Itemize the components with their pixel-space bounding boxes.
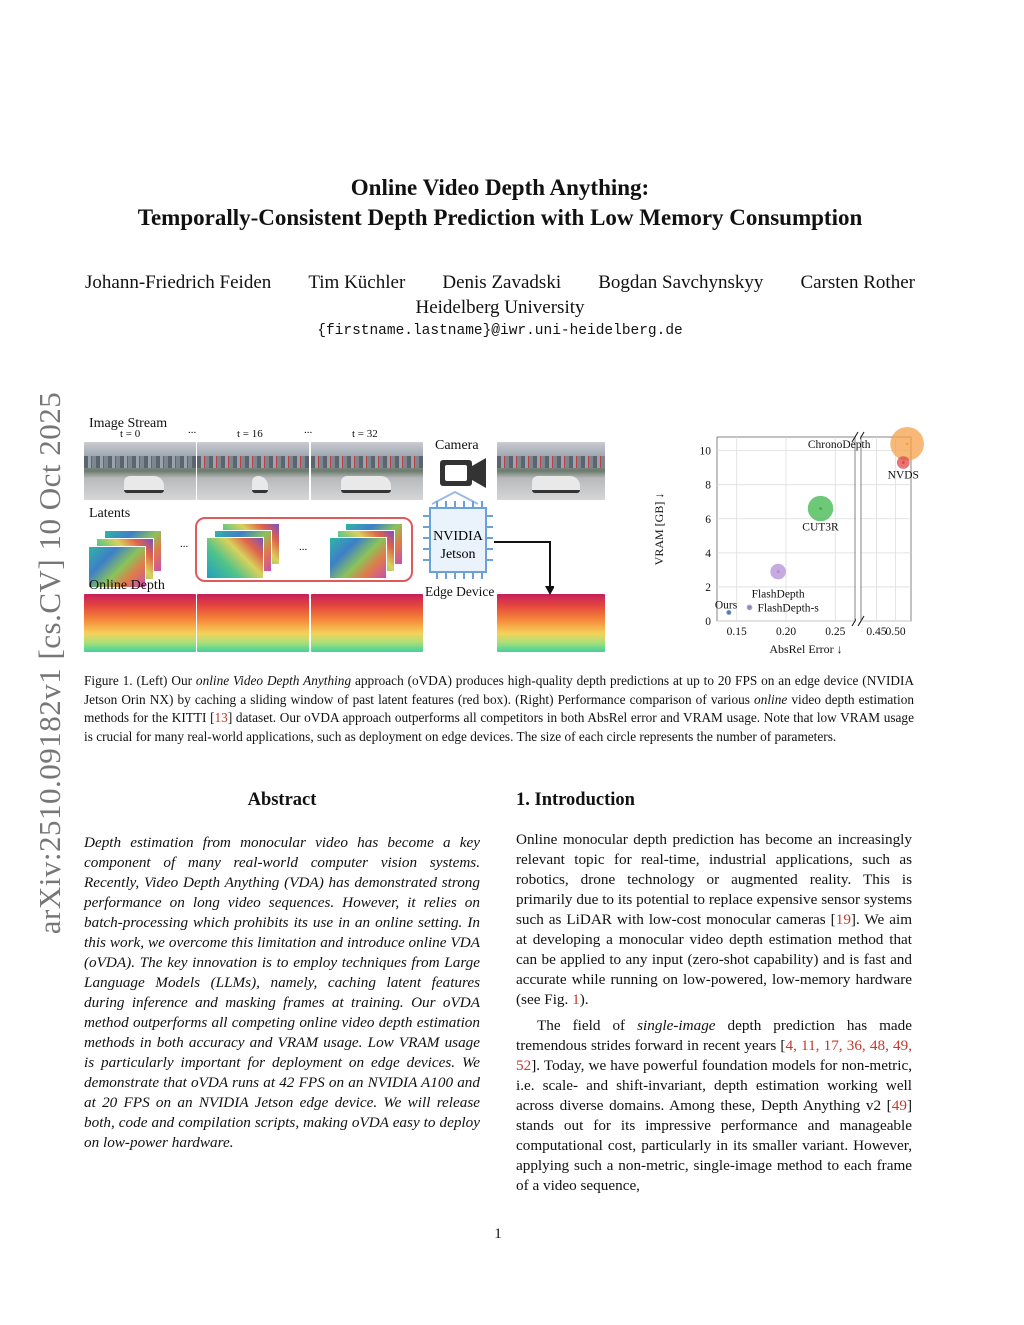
caption-text: video depth estimation methods for the KITTI [ bbox=[84, 691, 914, 725]
x-tick-label: 0.20 bbox=[775, 626, 797, 638]
author-name: Johann-Friedrich Feiden bbox=[85, 272, 272, 293]
camera-icon bbox=[440, 458, 486, 488]
caption-text: approach (oVDA) produces high-quality depth predictions at up to 20 FPS on an edge device (NVIDIA Jetson Orin NX) by caching a sliding window of past latent features (red box). (Right) Performance comparison of various bbox=[84, 673, 915, 707]
point-label: FlashDepth-s bbox=[757, 602, 819, 615]
stream-frame-t0 bbox=[84, 442, 196, 500]
time-label-0: t = 0 bbox=[120, 428, 141, 440]
x-tick-label: 0.45 bbox=[866, 626, 887, 638]
intro-text: depth prediction has made tremendous strides forward in recent years [ bbox=[516, 1017, 912, 1054]
online-depth-label: Online Depth bbox=[89, 578, 165, 593]
depth-frame-current bbox=[497, 594, 605, 652]
edge-device-label: Edge Device bbox=[425, 584, 495, 599]
figure-caption bbox=[84, 672, 914, 746]
y-tick-label: 8 bbox=[705, 479, 711, 492]
ellipsis: ... bbox=[299, 541, 308, 553]
intro-text: ]. Today, we have powerful foundation models for non-metric, i.e. scale- and shift-invariant, depth estimation working well across diverse domains. Among these, Depth Anything v2 [ bbox=[516, 1057, 912, 1114]
citation-link[interactable]: 4, 11, 17, 36, 48, 49, 52 bbox=[516, 1037, 913, 1074]
axis-gap bbox=[856, 436, 860, 622]
latent-stack bbox=[206, 537, 264, 579]
performance-chart bbox=[645, 425, 925, 660]
paper-title-line1: Online Video Depth Anything: bbox=[350, 175, 650, 200]
figure-label: Figure 1. bbox=[84, 673, 133, 688]
intro-text: ] stands out for its impressive performance and manageable computational cost, particularly in its smaller variant. However, applying such a non-metric, single-image method to each frame of a video sequence, bbox=[516, 1097, 912, 1194]
caption-text: ] dataset. Our oVDA approach outperforms all competitors in both AbsRel error and VRAM usage. Note that low VRAM usage is crucial for many real-world applications, such as deployment on edge devices. The size of each circle represents the number of parameters. bbox=[84, 710, 914, 744]
y-tick-label: 4 bbox=[705, 547, 711, 560]
caption-emphasis: online bbox=[754, 691, 788, 707]
intro-text: The field of bbox=[537, 1017, 638, 1034]
x-axis-label: AbsRel Error ↓ bbox=[769, 642, 843, 656]
point-center bbox=[748, 606, 751, 609]
chip-label-jetson: Jetson bbox=[440, 547, 476, 562]
stream-frame-t16 bbox=[197, 442, 309, 500]
email-address: {firstname.lastname}@iwr.uni-heidelberg.de bbox=[317, 323, 683, 339]
depth-frame-t32 bbox=[311, 594, 423, 652]
ellipsis: ... bbox=[180, 538, 189, 550]
y-tick-label: 2 bbox=[705, 581, 711, 594]
author-name: Bogdan Savchynskyy bbox=[598, 272, 764, 293]
intro-heading: 1. Introduction bbox=[516, 790, 635, 810]
depth-frame-t0 bbox=[84, 594, 196, 652]
time-label-32: t = 32 bbox=[352, 428, 378, 440]
x-tick-label: 0.25 bbox=[825, 626, 846, 638]
y-tick-label: 10 bbox=[699, 445, 711, 458]
camera-label: Camera bbox=[435, 438, 479, 453]
citation-link[interactable]: 13 bbox=[214, 710, 228, 725]
figure-link[interactable]: 1 bbox=[572, 991, 580, 1008]
ellipsis: ... bbox=[188, 424, 197, 436]
y-tick-label: 0 bbox=[705, 616, 711, 628]
citation-link[interactable]: 49 bbox=[891, 1097, 907, 1114]
point-center bbox=[906, 442, 909, 445]
abstract-heading: Abstract bbox=[247, 790, 317, 810]
latent-stack bbox=[329, 537, 387, 579]
time-label-16: t = 16 bbox=[237, 428, 263, 440]
ellipsis: ... bbox=[304, 424, 313, 436]
intro-text: ]. We aim at developing a monocular video depth estimation method that can be applied to any input (zero-shot capability) and is fast and accurate while running on low-powered, low-memory hardware (see Fig. bbox=[516, 911, 913, 1008]
y-tick-label: 6 bbox=[705, 513, 711, 526]
chip-label-nvidia: NVIDIA bbox=[433, 529, 483, 544]
intro-emphasis: single-image bbox=[637, 1017, 716, 1034]
output-arrow-icon bbox=[494, 540, 554, 596]
intro-text: ). bbox=[579, 991, 589, 1008]
author-name: Tim Küchler bbox=[308, 272, 406, 293]
chip-icon bbox=[423, 501, 493, 579]
point-label: Ours bbox=[714, 599, 738, 612]
citation-link[interactable]: 19 bbox=[835, 911, 851, 928]
point-label: NVDS bbox=[887, 469, 919, 482]
image-stream-label: Image Stream bbox=[89, 416, 168, 431]
point-label: CUT3R bbox=[802, 521, 839, 534]
author-name: Carsten Rother bbox=[800, 272, 915, 293]
author-name: Denis Zavadski bbox=[442, 272, 562, 293]
caption-text: (Left) Our bbox=[132, 673, 196, 688]
caption-emphasis: online Video Depth Anything bbox=[195, 673, 352, 688]
intro-text: Online monocular depth prediction has become an increasingly relevant topic for real-time, industrial applications, such as robotics, drone technology or augmented reality. This is primarily due to its potential to replace expensive sensor systems such as LiDAR with low-cost monocular cameras [ bbox=[516, 831, 912, 928]
point-label: FlashDepth bbox=[751, 588, 805, 601]
y-axis-label: VRAM [GB] ↓ bbox=[652, 492, 666, 566]
abstract-body: Depth estimation from monocular video has become a key component of many real-world computer vision systems. Recently, Video Depth Anything (VDA) has demonstrated strong performance on long video sequences. However, it relies on batch-processing which prohibits its use in an online setting. In this work, we overcome this limitation and introduce online VDA (oVDA). The key innovation is to employ techniques from Large Language Models (LLMs), namely, caching latent features during inference and masking frames at training. Our oVDA method outperforms all competing online video depth estimation methods in both accuracy and VRAM usage. Low VRAM usage is particularly important for deployment on edge devices. We demonstrate that oVDA runs at 42 FPS on an NVIDIA A100 and at 20 FPS on an NVIDIA Jetson edge device. We will release both, code and compilation scripts, making oVDA easy to deploy on low-power hardware. bbox=[84, 834, 480, 1151]
page-number: 1 bbox=[494, 1226, 502, 1242]
point-center bbox=[819, 507, 822, 510]
intro-paragraph-2 bbox=[516, 1016, 912, 1196]
point-center bbox=[777, 570, 780, 573]
author-list bbox=[85, 272, 915, 294]
affiliation: Heidelberg University bbox=[415, 297, 585, 318]
x-tick-label: 0.15 bbox=[726, 626, 747, 638]
x-tick-label: 0.50 bbox=[885, 626, 906, 638]
depth-frame-t16 bbox=[197, 594, 309, 652]
latents-label: Latents bbox=[89, 506, 131, 521]
intro-paragraph-1 bbox=[516, 830, 912, 1010]
paper-title-line2: Temporally-Consistent Depth Prediction with Low Memory Consumption bbox=[137, 205, 863, 230]
stream-frame-t32 bbox=[311, 442, 423, 500]
arxiv-stamp: arXiv:2510.09182v1 [cs.CV] 10 Oct 2025 bbox=[32, 391, 67, 935]
point-label: ChronoDepth bbox=[807, 438, 871, 451]
point-center bbox=[902, 461, 905, 464]
